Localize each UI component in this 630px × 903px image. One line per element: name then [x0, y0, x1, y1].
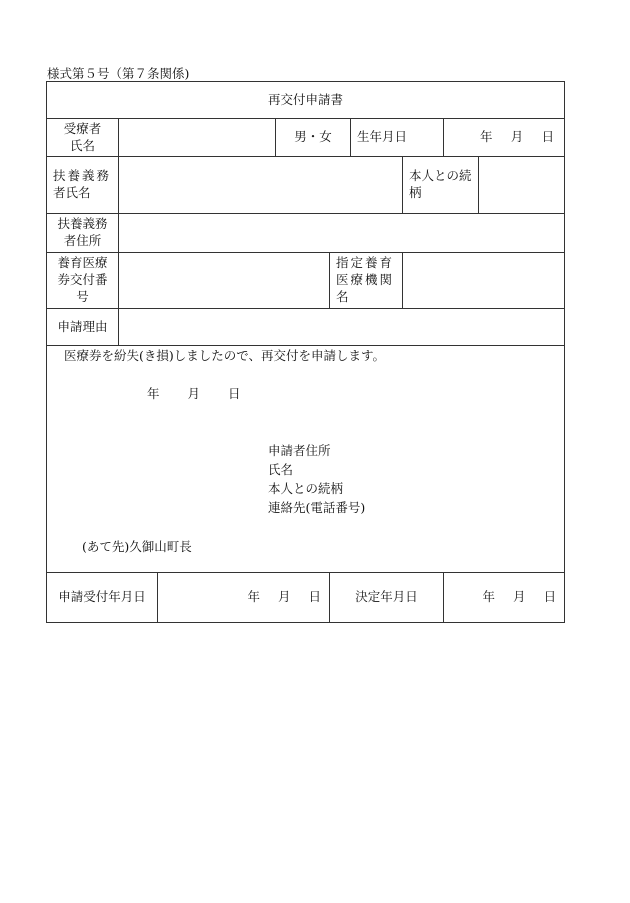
day-label: 日 — [541, 129, 555, 145]
relation-field[interactable] — [479, 157, 565, 214]
birth-date-label: 生年月日 — [351, 119, 444, 157]
label-line: 受療者 — [63, 120, 102, 136]
declaration-block — [47, 346, 565, 573]
applicant-contact-label: 連絡先(電話番号) — [268, 500, 366, 515]
label-line: 名 — [336, 288, 349, 304]
day-label: 日 — [543, 589, 557, 605]
month-label: 月 — [187, 386, 201, 401]
declaration-text: 医療券を紛失(き損)しましたので、再交付を申請します。 — [64, 348, 386, 363]
month-label: 月 — [277, 589, 291, 605]
reissue-application-form — [46, 81, 565, 623]
month-label: 月 — [513, 589, 526, 605]
applicant-relation-label: 本人との続柄 — [268, 481, 344, 496]
label-line: 養育医療 — [57, 255, 108, 271]
institution-field[interactable] — [403, 253, 565, 309]
received-date-field[interactable] — [158, 573, 330, 623]
birth-date-field[interactable] — [444, 119, 565, 157]
applicant-name-label: 氏名 — [268, 462, 294, 477]
certificate-number-label — [47, 253, 119, 309]
reason-label: 申請理由 — [47, 309, 119, 346]
label-line: 者氏名 — [53, 185, 91, 200]
institution-label — [330, 253, 403, 309]
label-line: 券交付番 — [57, 272, 108, 288]
label-line: 扶養義務 — [53, 168, 112, 184]
relation-label: 本人との続柄 — [403, 157, 479, 214]
day-label: 日 — [308, 589, 321, 605]
year-label: 年 — [247, 589, 260, 605]
decision-date-label: 決定年月日 — [330, 573, 444, 623]
reason-field[interactable] — [119, 309, 565, 346]
guardian-address-label — [47, 214, 119, 253]
addressee: (あて先)久御山町長 — [82, 539, 192, 554]
year-label: 年 — [482, 589, 496, 605]
form-title: 再交付申請書 — [47, 82, 565, 119]
applicant-address-label: 申請者住所 — [268, 443, 331, 458]
label-line: 医療機関 — [336, 272, 395, 288]
application-date — [147, 386, 241, 403]
label-line: 指定養育 — [336, 255, 395, 271]
recipient-name-field[interactable] — [119, 119, 276, 157]
label-line: 号 — [76, 288, 89, 304]
label-line: 氏名 — [69, 137, 95, 153]
label-line: 者住所 — [63, 233, 102, 248]
label-line: 扶養義務 — [57, 216, 108, 232]
received-date-label: 申請受付年月日 — [47, 573, 158, 623]
certificate-number-field[interactable] — [119, 253, 330, 309]
gender-selector[interactable]: 男・女 — [276, 119, 351, 157]
form-number: 様式第５号（第７条関係) — [47, 66, 190, 81]
guardian-address-field[interactable] — [119, 214, 565, 253]
guardian-name-label — [47, 157, 119, 214]
year-label: 年 — [147, 386, 160, 401]
recipient-name-label — [47, 119, 119, 157]
month-label: 月 — [510, 129, 524, 145]
guardian-name-field[interactable] — [119, 157, 403, 214]
year-label: 年 — [480, 129, 493, 145]
day-label: 日 — [228, 386, 241, 401]
decision-date-field[interactable] — [444, 573, 565, 623]
